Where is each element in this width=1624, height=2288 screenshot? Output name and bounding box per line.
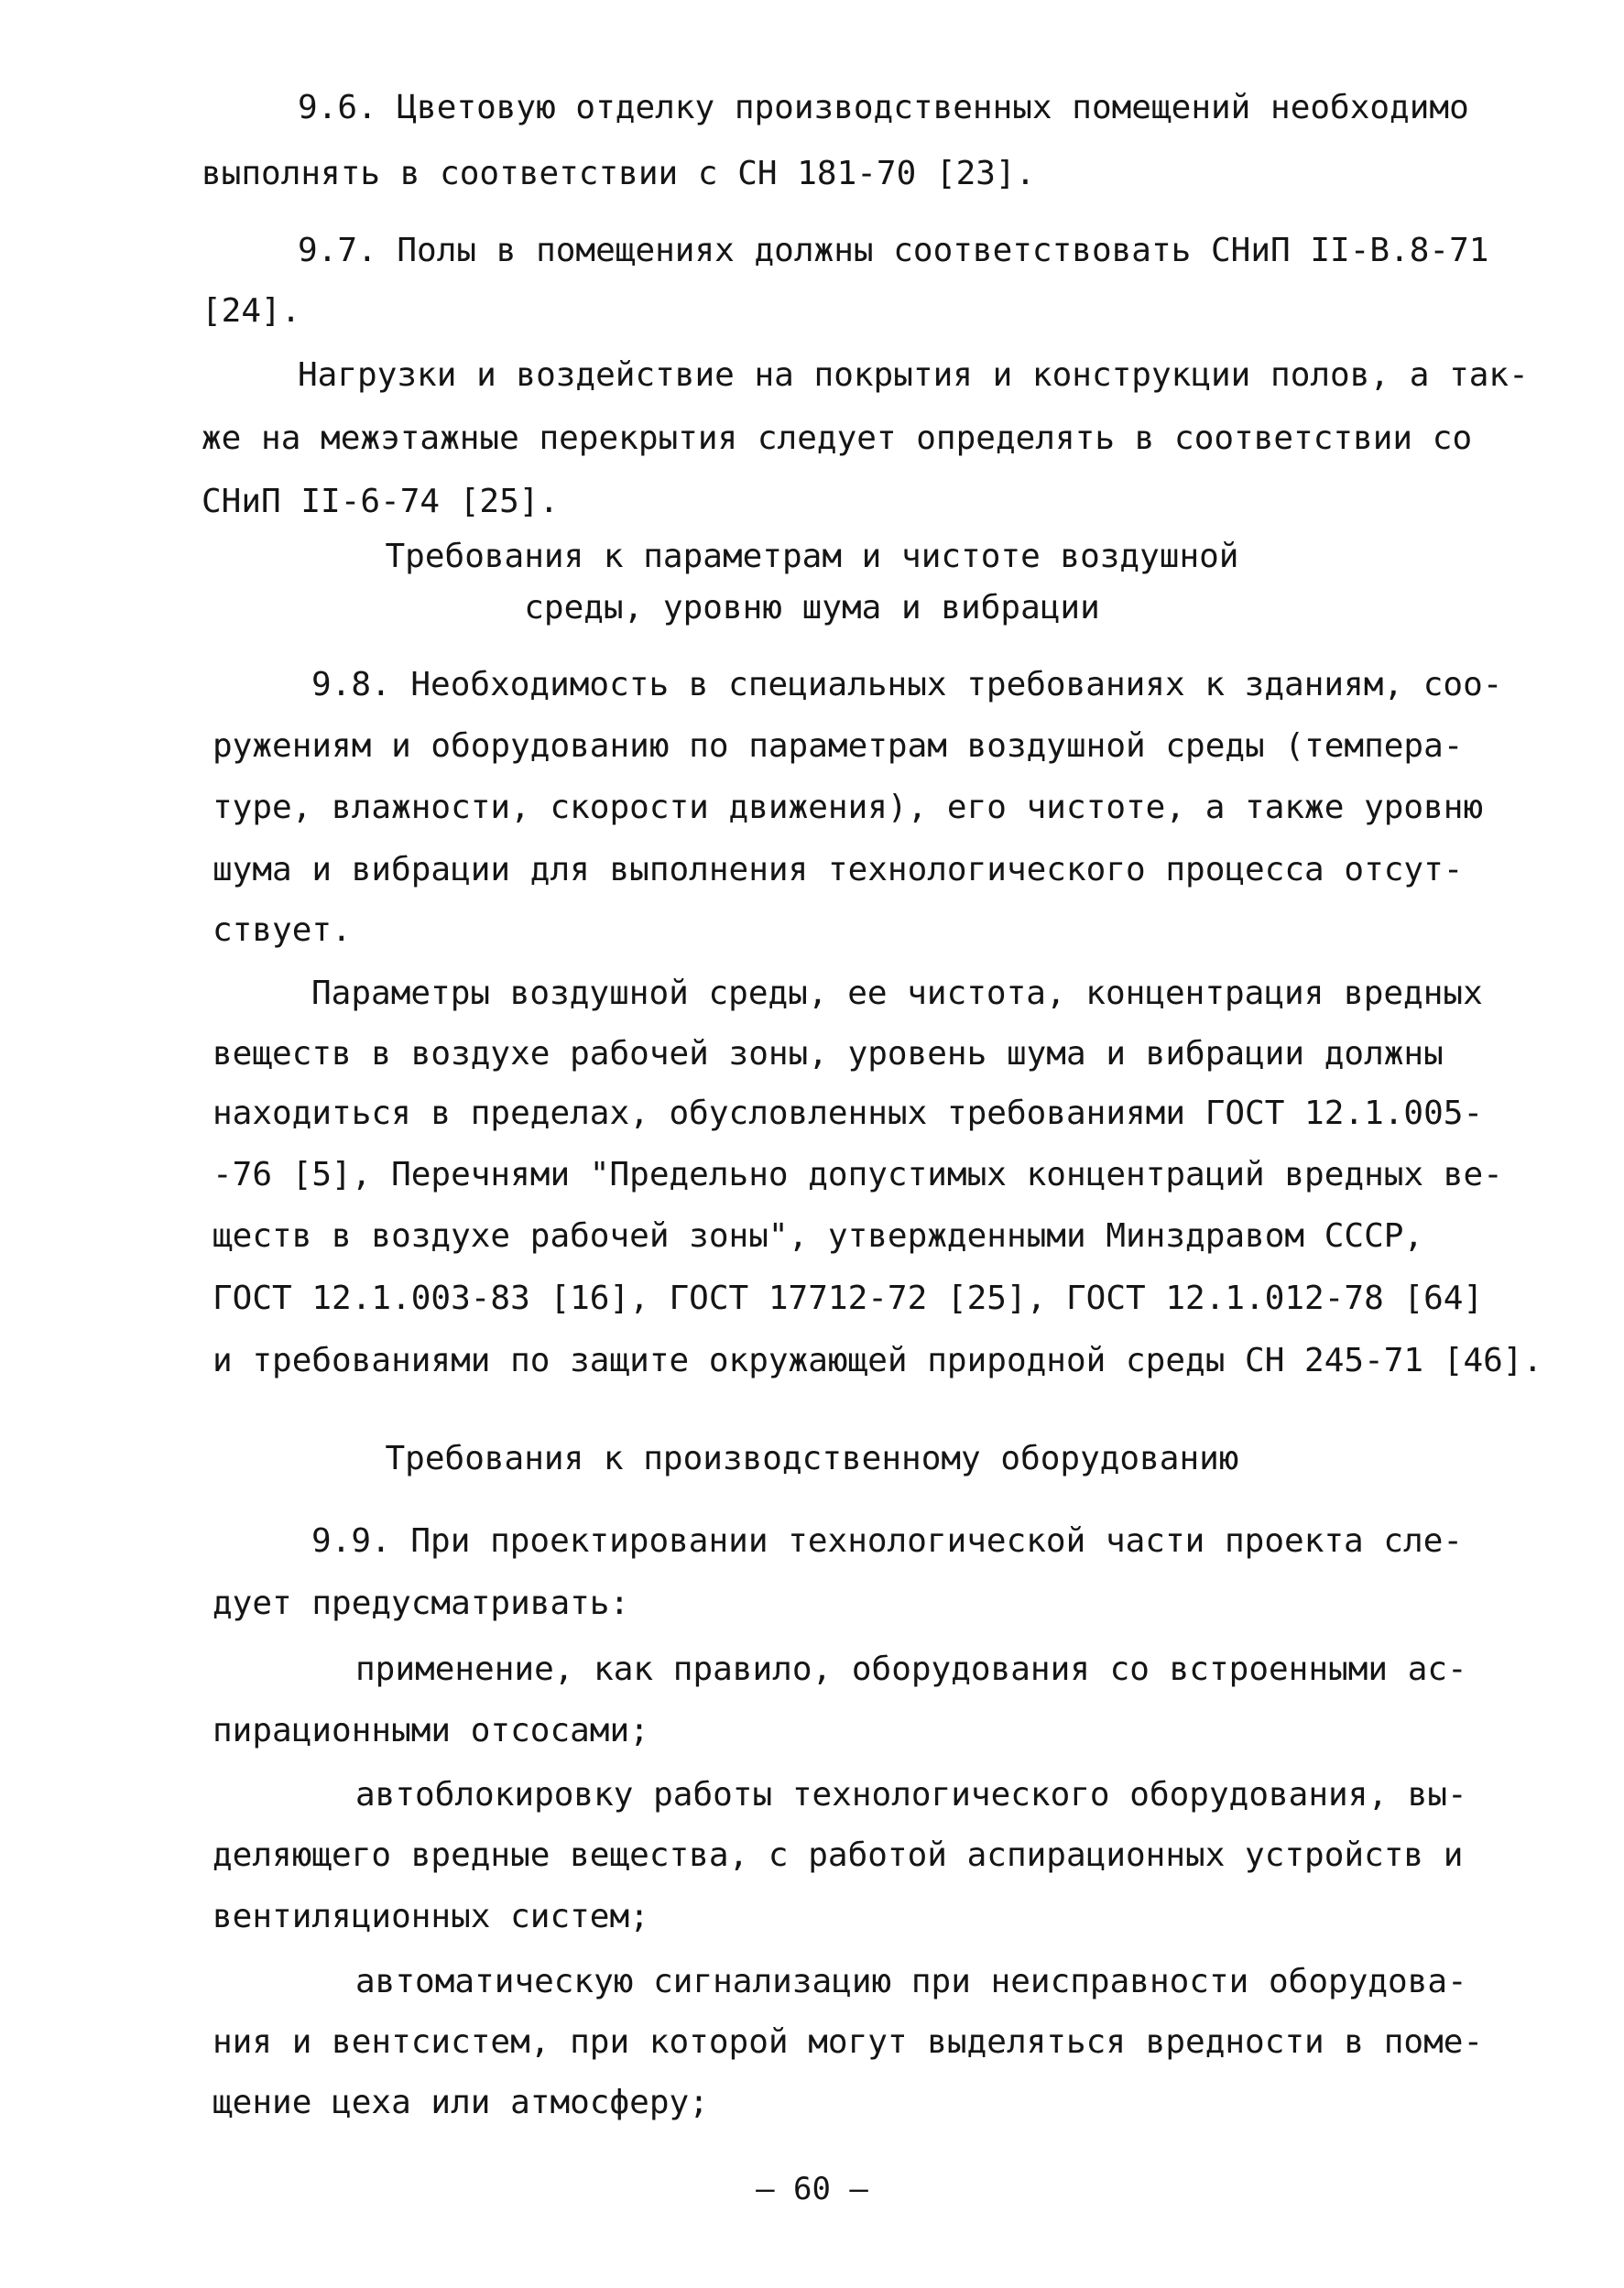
para-9-9-line-7: вентиляционных систем; <box>213 1898 649 1935</box>
para-9-8-line-6: Параметры воздушной среды, ее чистота, концентрация вредных <box>311 975 1483 1012</box>
page-number: — 60 — <box>756 2171 868 2207</box>
section-heading-equipment: Требования к производственному оборудованию <box>385 1440 1239 1477</box>
para-9-9-line-6: деляющего вредные вещества, с работой аспирационных устройств и <box>213 1836 1464 1874</box>
para-9-7-line-4: же на межэтажные перекрытия следует определять в соответствии со <box>202 419 1473 457</box>
para-9-9-line-4: пирационными отсосами; <box>213 1712 649 1749</box>
para-9-9-line-2: дует предусматривать: <box>213 1585 630 1622</box>
para-9-8-line-8: находиться в пределах, обусловленных требованиями ГОСТ 12.1.005- <box>213 1095 1484 1132</box>
para-9-8-line-3: туре, влажности, скорости движения), его чистоте, а также уровню <box>213 789 1484 826</box>
para-9-9-line-3: применение, как правило, оборудования со встроенными ас- <box>355 1651 1467 1688</box>
para-9-8-line-12: и требованиями по защите окружающей природной среды СН 245-71 [46]. <box>213 1342 1543 1379</box>
para-9-8-line-5: ствует. <box>213 911 352 949</box>
para-9-8-line-10: ществ в воздухе рабочей зоны", утвержденными Минздравом СССР, <box>213 1217 1424 1255</box>
para-9-9-line-10: щение цеха или атмосферу; <box>213 2084 709 2121</box>
para-9-9-line-8: автоматическую сигнализацию при неисправности оборудова- <box>355 1963 1467 2000</box>
para-9-9-line-1: 9.9. При проектировании технологической части проекта сле- <box>311 1522 1464 1560</box>
para-9-9-line-9: ния и вентсистем, при которой могут выделяться вредности в поме- <box>213 2023 1484 2061</box>
para-9-8-line-9: -76 [5], Перечнями "Предельно допустимых концентраций вредных ве- <box>213 1156 1503 1193</box>
para-9-8-line-1: 9.8. Необходимость в специальных требованиях к зданиям, соо- <box>311 666 1503 703</box>
para-9-6-line-2: выполнять в соответствии с СН 181-70 [23]. <box>202 155 1036 192</box>
para-9-8-line-4: шума и вибрации для выполнения технологического процесса отсут- <box>213 851 1464 888</box>
section-heading-air-noise: Требования к параметрам и чистоте воздушной <box>385 538 1239 575</box>
para-9-8-line-11: ГОСТ 12.1.003-83 [16], ГОСТ 17712-72 [25], ГОСТ 12.1.012-78 [64] <box>213 1280 1484 1317</box>
para-9-8-line-7: веществ в воздухе рабочей зоны, уровень шума и вибрации должны <box>213 1035 1444 1073</box>
para-9-7-line-3: Нагрузки и воздействие на покрытия и конструкции полов, а так- <box>298 356 1529 394</box>
para-9-7-line-5: СНиП II-6-74 [25]. <box>202 483 560 520</box>
section-heading-air-noise-line-2: среды, уровню шума и вибрации <box>524 589 1100 626</box>
para-9-9-line-5: автоблокировку работы технологического оборудования, вы- <box>355 1776 1467 1814</box>
para-9-7-line-1: 9.7. Полы в помещениях должны соответствовать СНиП II-В.8-71 <box>298 232 1489 269</box>
para-9-8-line-2: ружениям и оборудованию по параметрам воздушной среды (темпера- <box>213 727 1464 765</box>
para-9-7-line-2: [24]. <box>202 292 301 330</box>
para-9-6-line-1: 9.6. Цветовую отделку производственных помещений необходимо <box>298 89 1469 126</box>
